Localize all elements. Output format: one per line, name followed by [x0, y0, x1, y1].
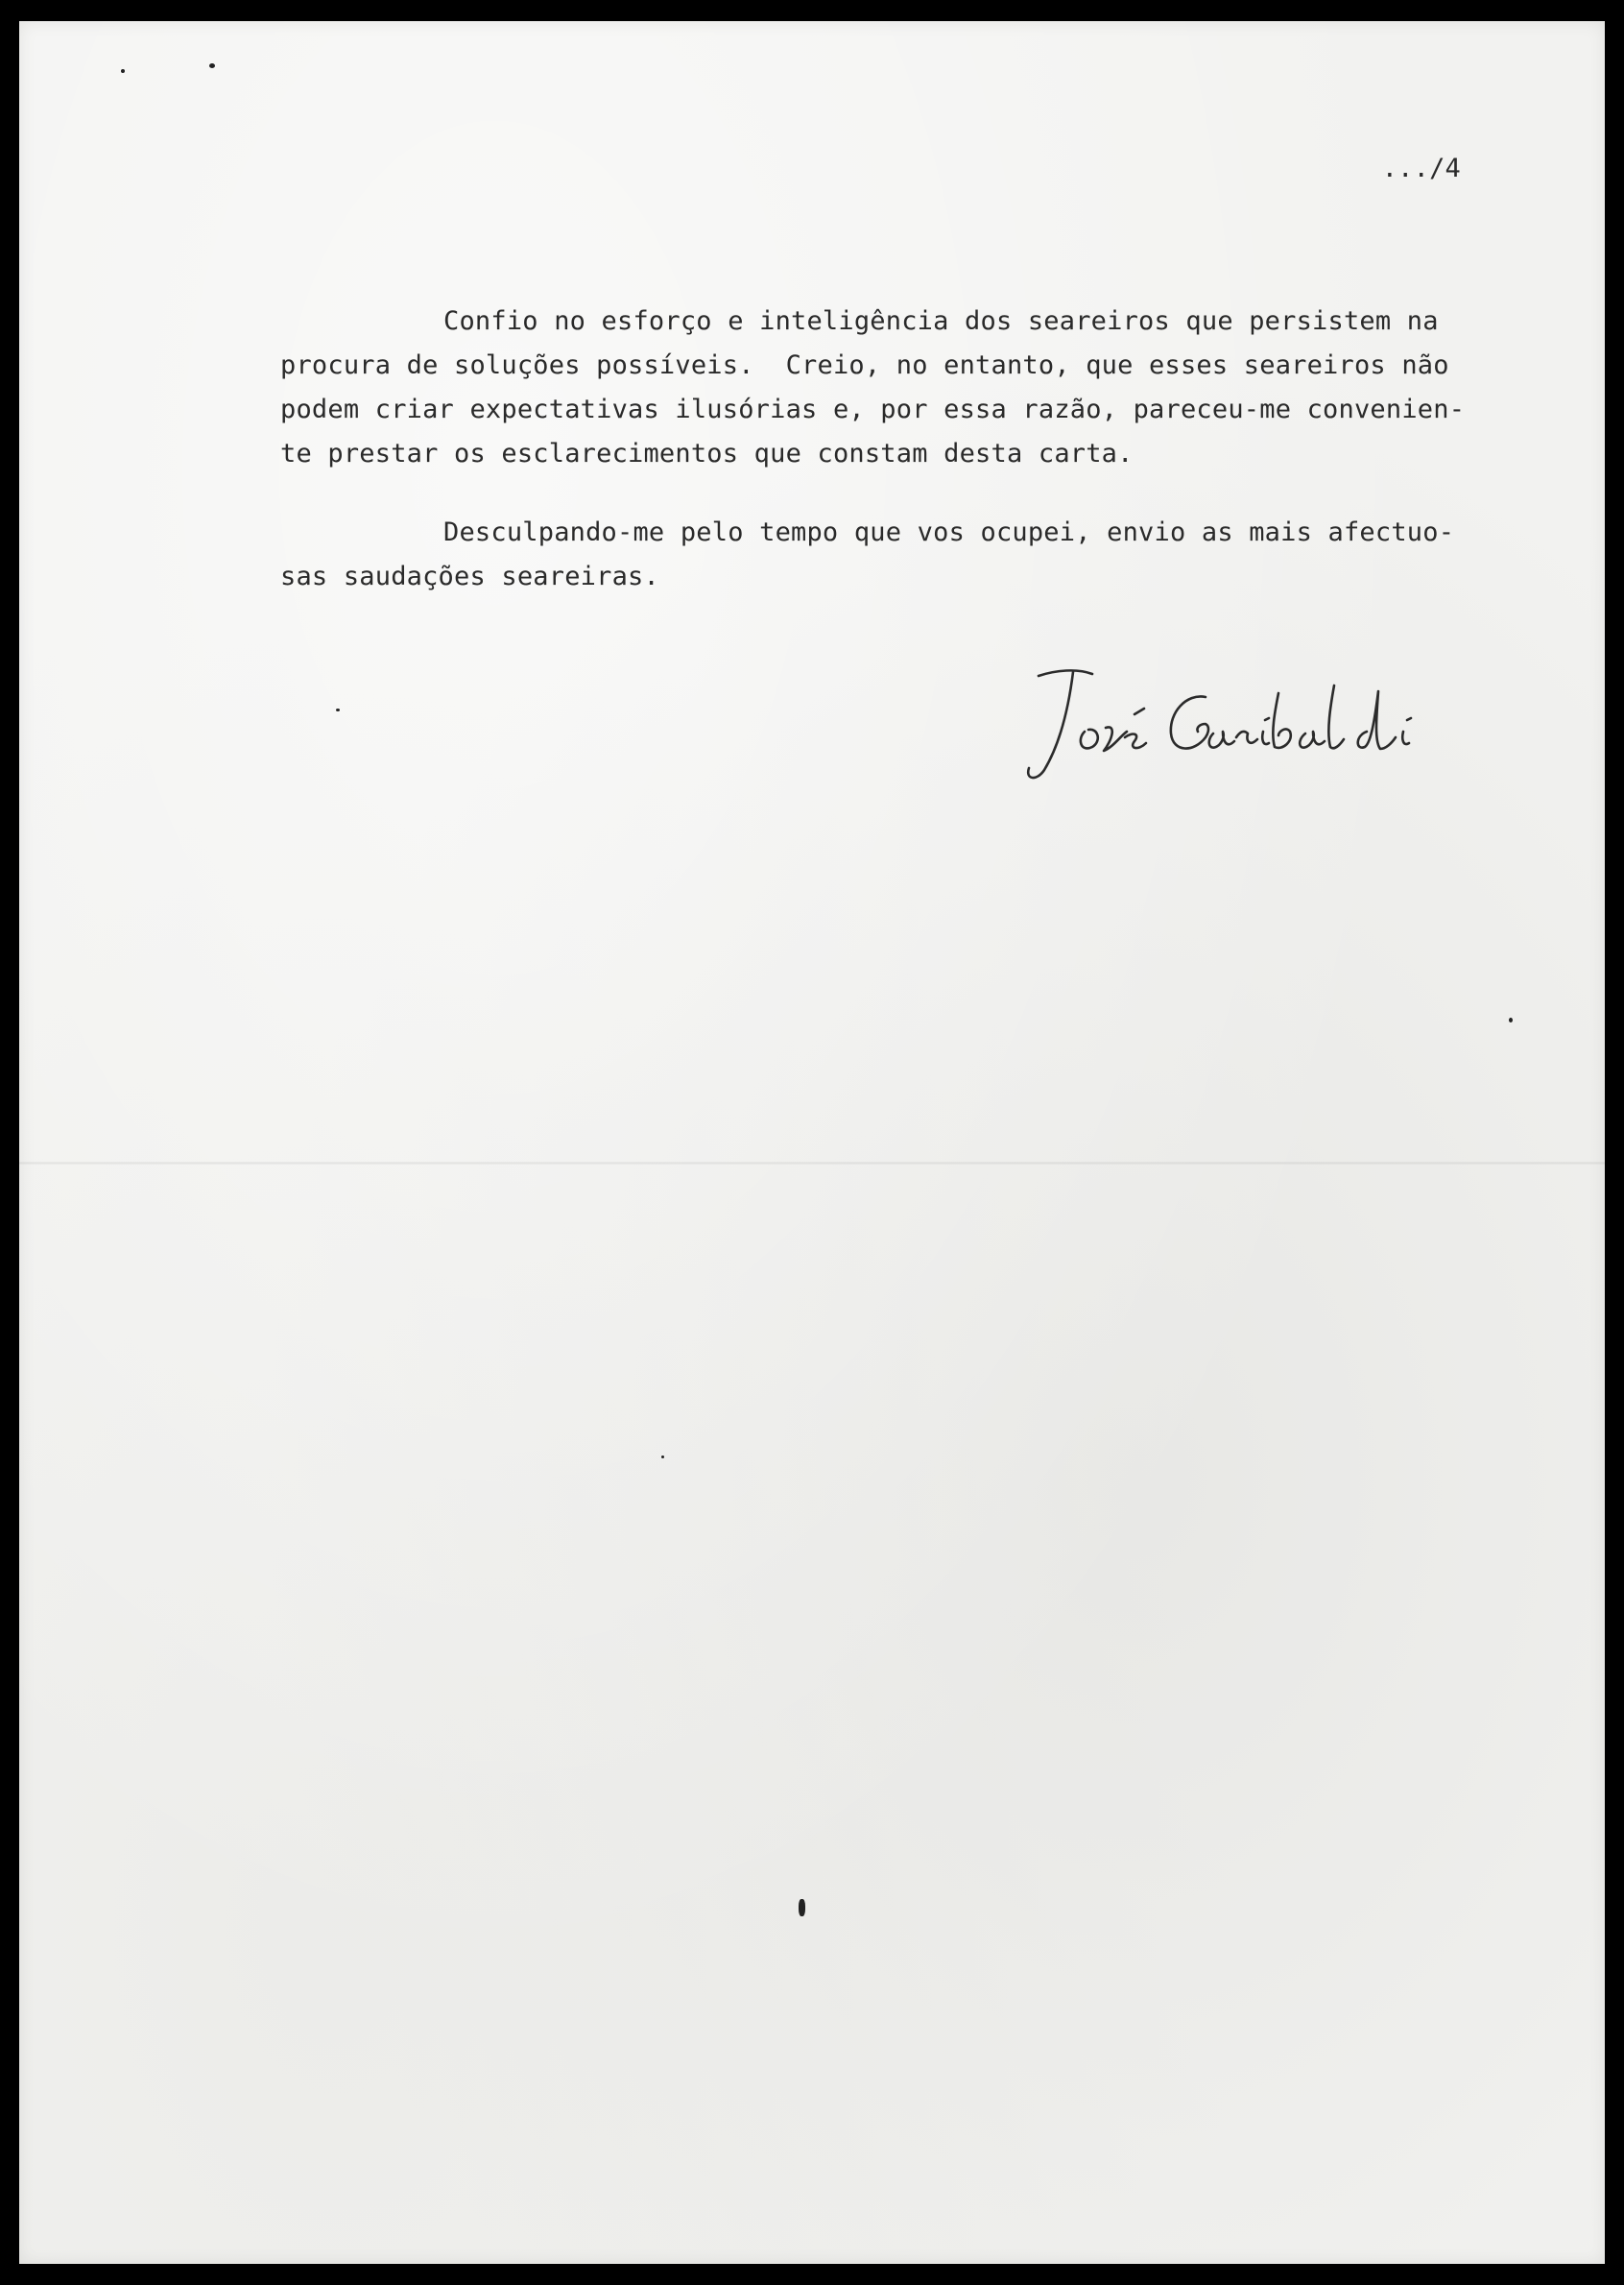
ink-speck: [1509, 1018, 1513, 1022]
ink-speck: [121, 69, 125, 73]
text-line: procura de soluções possíveis. Creio, no entanto, que esses seareiros não: [280, 350, 1449, 380]
paper-fold-line: [19, 1162, 1605, 1165]
letter-body: [280, 300, 1509, 634]
text-line: te prestar os esclarecimentos que constam desta carta.: [280, 439, 1134, 469]
handwritten-signature: [1017, 664, 1440, 789]
text-line: podem criar expectativas ilusórias e, por essa razão, pareceu-me convenien-: [280, 395, 1466, 424]
ink-speck: [661, 1455, 664, 1458]
ink-speck: [799, 1899, 805, 1916]
text-line: sas saudações seareiras.: [280, 562, 659, 591]
ink-speck: [209, 63, 215, 68]
paragraph: [280, 511, 1509, 599]
text-line: Desculpando-me pelo tempo que vos ocupei, envio as mais afectuo-: [443, 517, 1455, 547]
text-line: Confio no esforço e inteligência dos seareiros que persistem na: [443, 306, 1439, 336]
ink-speck: [336, 709, 340, 711]
paragraph: [280, 300, 1509, 476]
letter-page: [19, 21, 1605, 2264]
page-reference: .../4: [1381, 154, 1461, 183]
